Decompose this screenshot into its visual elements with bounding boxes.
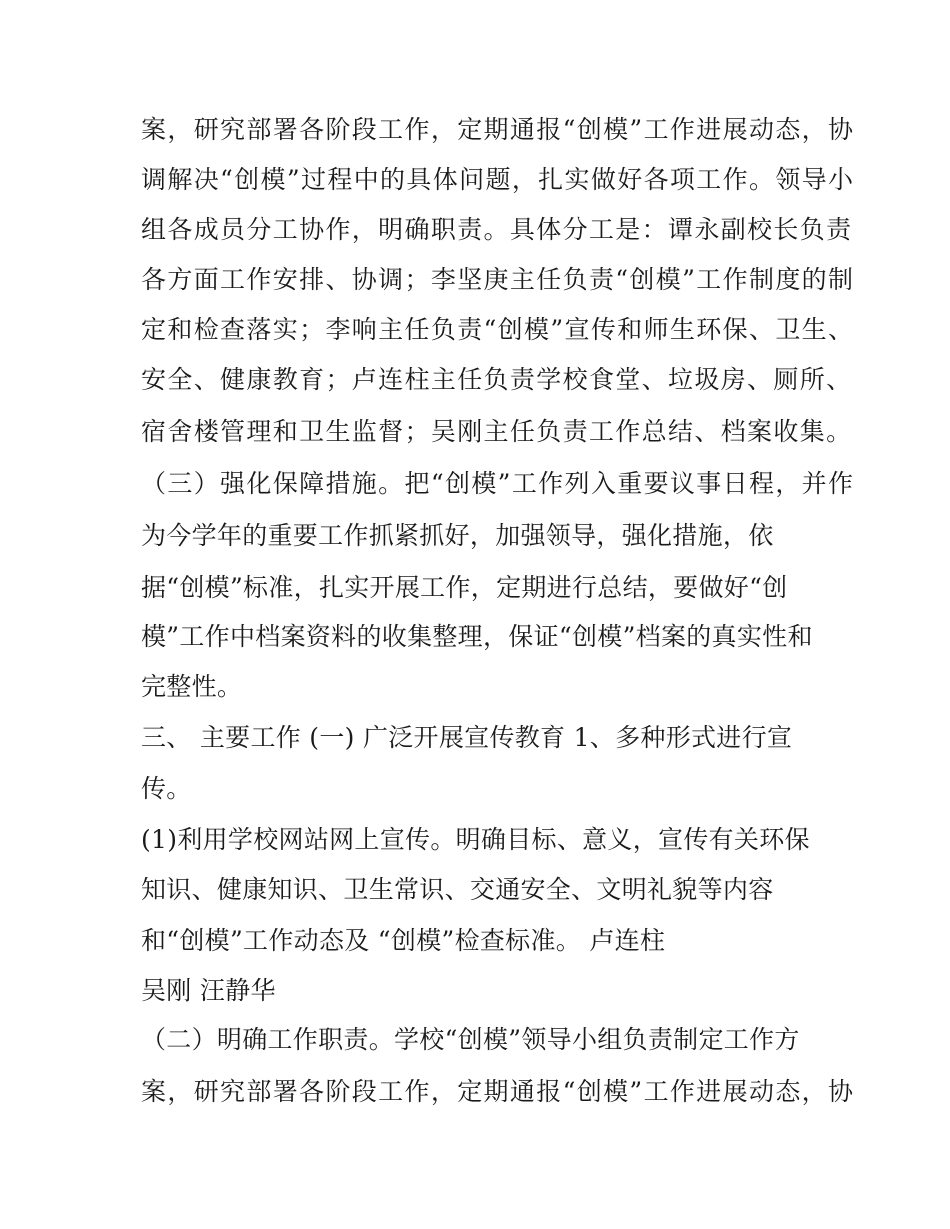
body-line-13: 三、 主要工作 (一) 广泛开展宣传教育 1、多种形式进行宣 bbox=[141, 723, 793, 752]
body-line-14: 传。 bbox=[141, 774, 192, 803]
body-line-3: 组各成员分工协作，明确职责。具体分工是：谭永副校长负责 bbox=[141, 215, 853, 244]
body-line-16: 知识、健康知识、卫生常识、交通安全、文明礼貌等内容 bbox=[141, 875, 774, 904]
body-line-18: 吴刚 汪静华 bbox=[141, 976, 276, 1005]
body-line-7: 宿舍楼管理和卫生监督；吴刚主任负责工作总结、档案收集。 bbox=[141, 417, 853, 446]
body-line-8: （三）强化保障措施。把“创模”工作列入重要议事日程，并作 bbox=[141, 469, 855, 498]
body-line-17: 和“创模”工作动态及 “创模”检查标准。 卢连柱 bbox=[141, 926, 666, 955]
body-line-12: 完整性。 bbox=[141, 672, 243, 701]
body-line-2: 调解决“创模”过程中的具体问题，扎实做好各项工作。领导小 bbox=[141, 165, 855, 194]
body-line-10: 据“创模”标准，扎实开展工作，定期进行总结，要做好“创 bbox=[141, 573, 788, 602]
body-line-20: 案，研究部署各阶段工作，定期通报“创模”工作进展动态，协 bbox=[141, 1077, 855, 1106]
body-line-11: 模”工作中档案资料的收集整理，保证“创模”档案的真实性和 bbox=[141, 622, 813, 651]
body-line-6: 安全、健康教育；卢连柱主任负责学校食堂、垃圾房、厕所、 bbox=[141, 365, 853, 394]
body-line-1: 案，研究部署各阶段工作，定期通报“创模”工作进展动态，协 bbox=[141, 115, 855, 144]
body-line-9: 为今学年的重要工作抓紧抓好，加强领导，强化措施，依 bbox=[141, 521, 774, 550]
body-line-15: (1)利用学校网站网上宣传。明确目标、意义，宣传有关环保 bbox=[141, 825, 810, 854]
body-line-4: 各方面工作安排、协调；李坚庚主任负责“创模”工作制度的制 bbox=[141, 265, 855, 294]
body-line-19: （二）明确工作职责。学校“创模”领导小组负责制定工作方 bbox=[141, 1025, 800, 1054]
body-line-5: 定和检查落实；李响主任负责“创模”宣传和师生环保、卫生、 bbox=[141, 315, 855, 344]
